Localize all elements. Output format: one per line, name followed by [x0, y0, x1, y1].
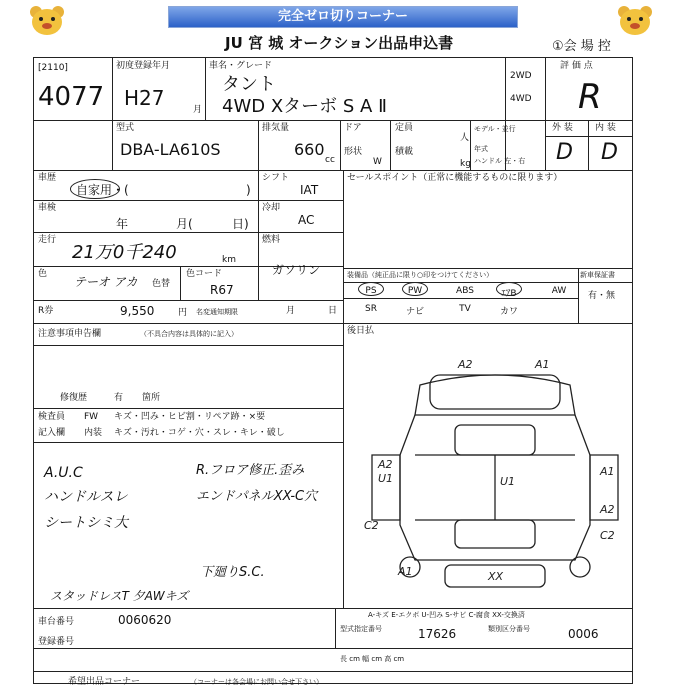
- color-change-label: 色替: [152, 279, 171, 289]
- check-row2: キズ・汚れ・コゲ・穴・スレ・キレ・破し: [114, 428, 285, 438]
- new-car-warranty-label: 新車保証書: [580, 271, 615, 279]
- model-value: DBA-LA610S: [120, 140, 221, 159]
- equipment-sr: SR: [365, 304, 377, 314]
- class-number-value: 0006: [568, 627, 599, 641]
- color-code: R67: [210, 283, 234, 297]
- equipment-label: 装備品（純正品に限り○印をつけてください）: [347, 271, 494, 279]
- repair-place: 箇所: [142, 393, 161, 403]
- shape-label: 形状: [344, 147, 363, 157]
- drive-2wd: 2WD: [510, 71, 532, 81]
- mark-c2-left: C2: [364, 519, 379, 532]
- type-designation-value: 17626: [418, 627, 457, 641]
- equipment-circle-ps: [358, 282, 384, 296]
- entry-label: 記入欄: [38, 428, 66, 438]
- history-circle: [70, 179, 120, 199]
- aircon-value: AC: [298, 213, 315, 227]
- mark-a2-right: A2: [600, 503, 615, 516]
- registration-label: 登録番号: [38, 637, 75, 647]
- interior-grade: D: [601, 140, 618, 165]
- remark-seat: シートシミ大: [44, 515, 128, 531]
- fuel-label: 燃料: [262, 235, 281, 245]
- class-number-label: 類別区分番号: [488, 625, 530, 633]
- equipment-navi: ナビ: [405, 307, 424, 317]
- model-change-label: モデル・並行: [474, 125, 516, 133]
- capacity-label: 定員: [395, 123, 414, 133]
- evaluation-score: R: [578, 77, 602, 117]
- shift-value: IAT: [300, 183, 319, 197]
- mark-c2-right: C2: [600, 529, 615, 542]
- diagram-legend: A-キズ E-エクボ U-凹み S-サビ C-腐食 XX-交換済: [368, 611, 525, 619]
- color-label: 色: [38, 269, 48, 279]
- repair-label: 修復歴: [60, 393, 88, 403]
- history-close: ): [246, 183, 251, 197]
- lot-number: 4077: [38, 82, 105, 112]
- notice-month: 月: [286, 306, 296, 316]
- equipment-aw: AW: [551, 286, 567, 296]
- mark-a1-right: A1: [600, 465, 615, 478]
- capacity-unit: 人: [460, 133, 470, 143]
- repair-value: 有: [114, 393, 124, 403]
- handle-label: ハンドル 左・右: [474, 157, 526, 165]
- mark-a2-top: A2: [458, 358, 473, 371]
- exterior-grade: D: [556, 140, 573, 165]
- remark-end-panel: エンドパネルXX-C穴: [196, 489, 318, 504]
- inspection-year: 年: [116, 217, 129, 231]
- mark-a1-bottom: A1: [398, 565, 413, 578]
- car-name: タント: [222, 74, 276, 95]
- exterior-label: 外 装: [552, 123, 573, 133]
- equipment-airbag: ｴｱB: [501, 289, 517, 299]
- shape-value: W: [373, 157, 382, 167]
- equipment-abs: ABS: [456, 286, 474, 296]
- mark-a1-top: A1: [535, 358, 550, 371]
- doors-label: ドア: [344, 123, 362, 133]
- lot-code: [2110]: [38, 63, 68, 73]
- equipment-circle-pw: [402, 282, 428, 296]
- load-label: 積載: [395, 147, 414, 157]
- fuel-value: ガソリン: [272, 263, 321, 277]
- car-damage-diagram: [360, 355, 630, 605]
- copy-label: ①会 場 控: [552, 39, 611, 54]
- color-value: テーオ アカ: [74, 275, 138, 289]
- drive-4wd: 4WD: [510, 94, 532, 104]
- warranty-value: 有・無: [588, 291, 616, 301]
- notice-day: 日: [328, 306, 338, 316]
- interior-label: 内 装: [595, 123, 616, 133]
- sales-point-label: セールスポイント（正常に機能するものに限ります）: [347, 173, 563, 183]
- inspector-label: 検査員: [38, 412, 66, 422]
- wish-corner-label: 希望出品コーナー: [68, 677, 141, 687]
- mark-xx-bottom: XX: [488, 570, 504, 583]
- month-suffix: 月: [193, 105, 203, 115]
- history-label: 車歴: [38, 173, 57, 183]
- displacement-label: 排気量: [262, 123, 290, 133]
- check-int: 内装: [84, 428, 103, 438]
- car-name-label: 車名・グレード: [209, 61, 273, 71]
- auction-header: JU 宮 城 オークション出品申込書: [225, 34, 454, 52]
- shift-label: シフト: [262, 173, 290, 183]
- recycle-unit: 円: [178, 308, 188, 318]
- notes-label: 注意事項申告欄: [38, 329, 102, 339]
- bear-mascot-right-icon: [612, 4, 658, 36]
- model-label: 型式: [116, 123, 135, 133]
- equipment-pw: PW: [407, 286, 423, 296]
- remark-floor: R.フロア修正.歪み: [196, 463, 305, 478]
- inspection-day: 日): [232, 217, 249, 231]
- recycle-value: 9,550: [120, 304, 155, 318]
- dimensions-label: 長 cm 幅 cm 高 cm: [340, 655, 405, 663]
- load-unit: kg: [460, 159, 471, 169]
- bear-mascot-left-icon: [24, 4, 70, 36]
- remark-underbody: 下廻りS.C.: [200, 565, 265, 580]
- first-registration-era: H27: [124, 86, 165, 110]
- mileage-label: 走行: [38, 235, 57, 245]
- mark-a2-left: A2: [378, 458, 393, 471]
- after-payment-label: 後日払: [347, 326, 375, 336]
- remark-auc: A.U.C: [44, 465, 83, 481]
- notes-sub: （不具合内容は具体的に記入）: [140, 330, 238, 338]
- chassis-value: 0060620: [118, 613, 172, 627]
- check-row1: キズ・凹み・ヒビ割・リペア跡・×要: [114, 412, 266, 422]
- equipment-tv: TV: [459, 304, 471, 314]
- history-value: 自家用・(: [76, 183, 129, 197]
- evaluation-label: 評 価 点: [560, 61, 593, 71]
- first-registration-label: 初度登録年月: [116, 61, 171, 71]
- model-year-label: 年式: [474, 145, 488, 153]
- displacement-value: 660: [294, 140, 325, 159]
- mark-u1-center: U1: [500, 475, 516, 488]
- equipment-ps: PS: [365, 286, 377, 296]
- type-designation-label: 型式指定番号: [340, 625, 382, 633]
- mark-u1-left: U1: [378, 472, 394, 485]
- check-fw: FW: [84, 412, 99, 422]
- displacement-unit: cc: [325, 155, 335, 165]
- car-grade: 4WD Xターボ S A Ⅱ: [222, 96, 387, 117]
- remark-tires: スタッドレスT 夕AWキズ: [50, 589, 189, 603]
- mileage-value: 21万0千240: [72, 242, 177, 263]
- corner-banner: 完全ゼロ切りコーナー: [168, 6, 518, 28]
- aircon-label: 冷却: [262, 203, 281, 213]
- equipment-circle-airbag: [496, 282, 522, 296]
- equipment-leather: カワ: [499, 307, 518, 317]
- inspection-month: 月(: [176, 217, 193, 231]
- name-change-label: 名変通知期限: [196, 308, 238, 316]
- recycle-label: R券: [38, 306, 54, 316]
- chassis-label: 車台番号: [38, 617, 75, 627]
- inspection-label: 車検: [38, 203, 57, 213]
- wish-corner-sub: （コーナーは各会場にお問い合せ下さい）: [190, 678, 323, 686]
- remark-handle: ハンドルスレ: [44, 489, 128, 505]
- color-code-label: 色コード: [186, 269, 223, 279]
- mileage-unit: km: [222, 255, 236, 265]
